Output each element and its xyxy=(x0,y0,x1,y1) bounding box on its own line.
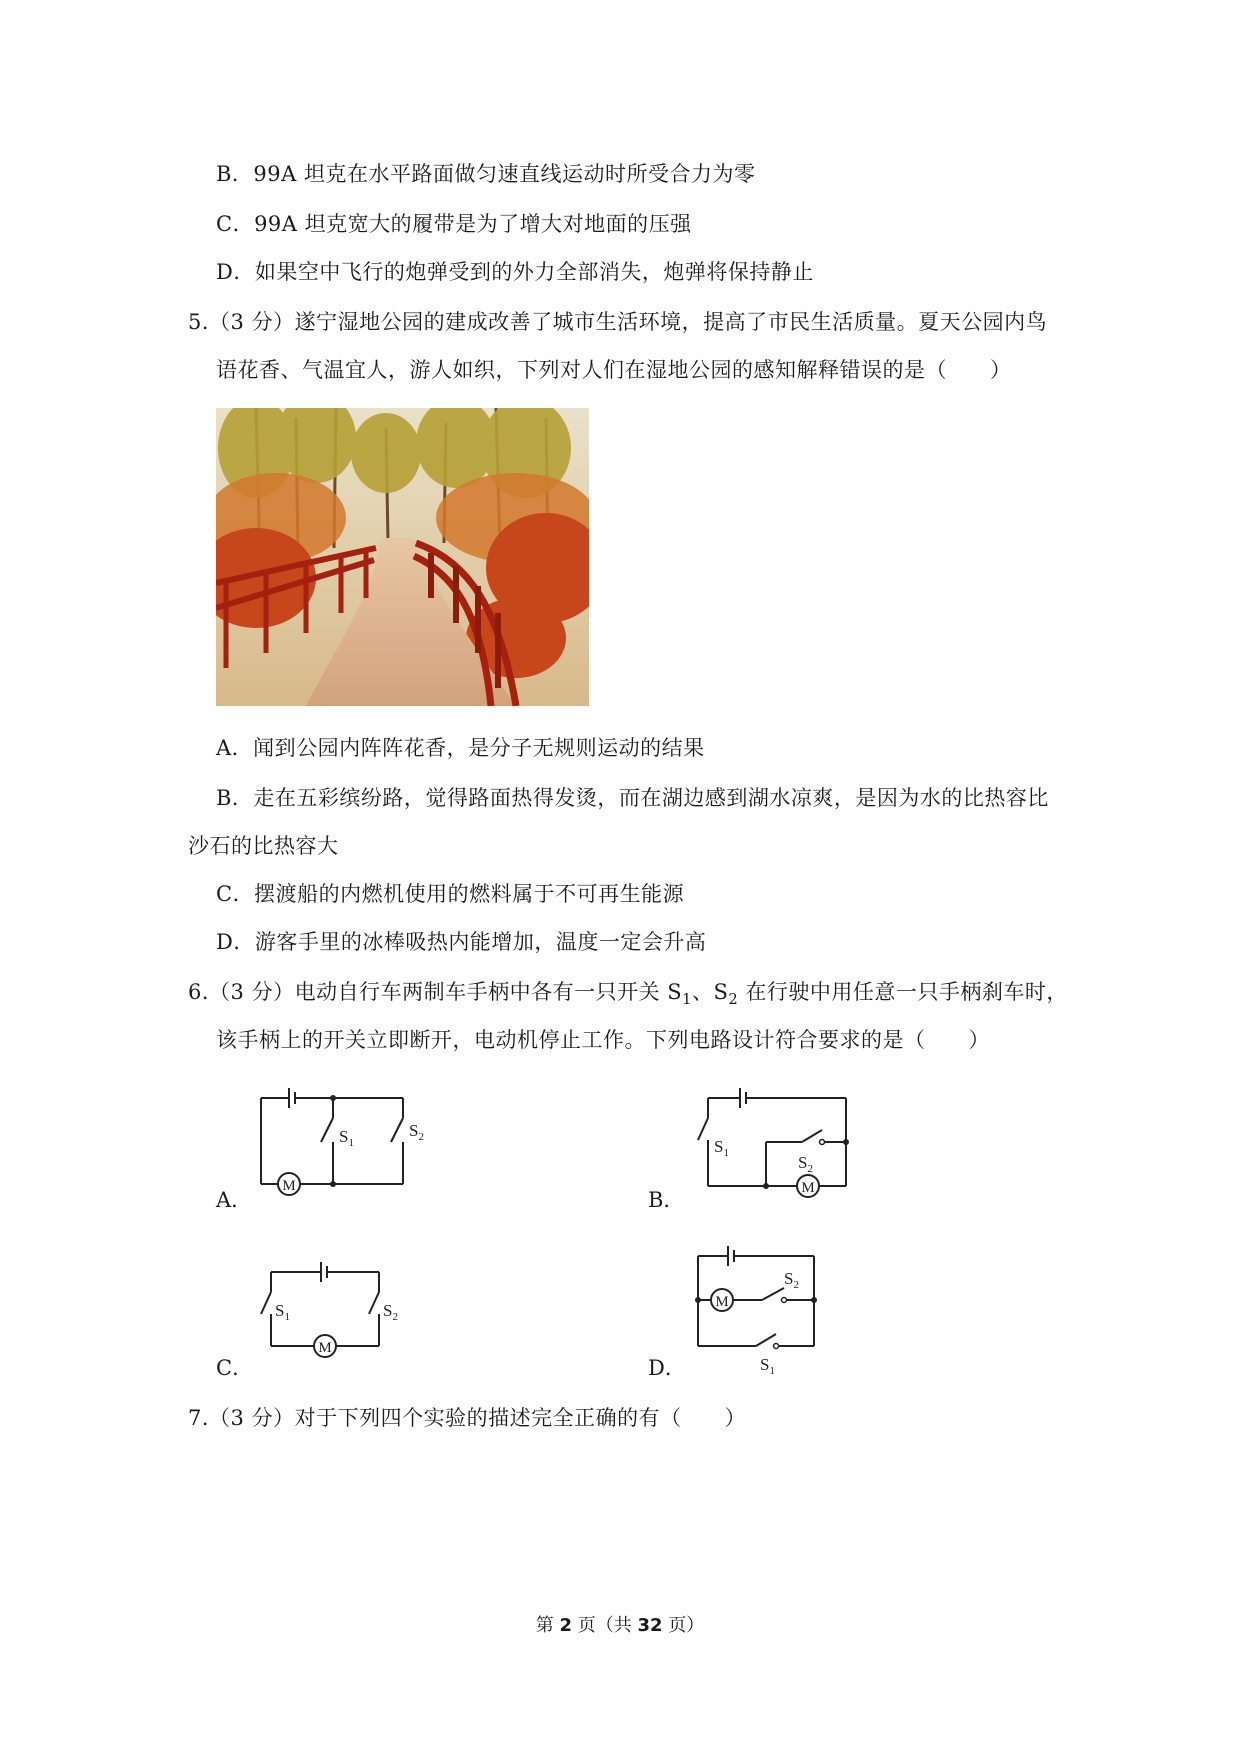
svg-text:S1: $S_1$ xyxy=(760,1355,775,1377)
q5-option-d: D．游客手里的冰棒吸热内能增加，温度一定会升高 xyxy=(216,930,707,954)
circuit-diagram-a xyxy=(255,1078,435,1208)
circuit-diagram-c xyxy=(255,1256,415,1366)
q5-option-b-line2: 沙石的比热容大 xyxy=(188,834,339,858)
svg-text:S2: $S_2$ xyxy=(784,1269,799,1291)
circuit-diagram-d xyxy=(690,1240,820,1380)
q4-option-b: B．99A 坦克在水平路面做匀速直线运动时所受合力为零 xyxy=(216,162,756,186)
q6-option-d-label: D． xyxy=(648,1356,686,1380)
motor-symbol xyxy=(278,1173,300,1195)
q5-stem-line2: 语花香、气温宜人，游人如织，下列对人们在湿地公园的感知解释错误的是（ ） xyxy=(216,358,1012,382)
q6-option-c-label: C． xyxy=(216,1356,254,1380)
q4-option-c: C．99A 坦克宽大的履带是为了增大对地面的压强 xyxy=(216,212,692,236)
svg-text:S1: $S_1$ xyxy=(339,1127,354,1149)
page-footer: 第 2 页（共 32 页） xyxy=(535,1615,705,1636)
q7-stem: 7.（3 分）对于下列四个实验的描述完全正确的有（ ） xyxy=(188,1406,747,1430)
svg-text:M: M xyxy=(801,1180,815,1196)
q6-option-b-label: B． xyxy=(648,1188,685,1212)
q6-option-a-label: A． xyxy=(216,1188,253,1212)
svg-text:M: M xyxy=(282,1178,296,1194)
motor-symbol xyxy=(797,1175,819,1197)
svg-text:M: M xyxy=(715,1294,729,1310)
svg-text:M: M xyxy=(318,1340,332,1356)
q5-option-b-line1: B．走在五彩缤纷路，觉得路面热得发烫，而在湖边感到湖水凉爽，是因为水的比热容比 xyxy=(216,786,1049,810)
q5-option-a: A．闻到公园内阵阵花香，是分子无规则运动的结果 xyxy=(216,736,705,760)
q5-stem-line1: 5.（3 分）遂宁湿地公园的建成改善了城市生活环境，提高了市民生活质量。夏天公园内鸟 xyxy=(188,310,1048,334)
circuit-diagram-b xyxy=(690,1080,860,1210)
wetland-park-photo xyxy=(216,408,589,706)
motor-symbol xyxy=(711,1289,733,1311)
svg-text:S1: $S_1$ xyxy=(714,1137,729,1159)
svg-text:S2: $S_2$ xyxy=(409,1121,424,1143)
svg-text:S2: $S_2$ xyxy=(798,1153,813,1175)
motor-symbol xyxy=(314,1335,336,1357)
svg-text:S1: $S_1$ xyxy=(275,1301,290,1323)
q6-stem-line1: 6.（3 分）电动自行车两制车手柄中各有一只开关 $S_1$、$S_2$ 在行驶中用任意一只手柄刹车时， xyxy=(188,980,1068,1009)
svg-text:S2: $S_2$ xyxy=(383,1301,398,1323)
q4-option-d: D．如果空中飞行的炮弹受到的外力全部消失，炮弹将保持静止 xyxy=(216,260,814,284)
q5-option-c: C．摆渡船的内燃机使用的燃料属于不可再生能源 xyxy=(216,882,685,906)
q6-stem-line2: 该手柄上的开关立即断开，电动机停止工作。下列电路设计符合要求的是（ ） xyxy=(216,1028,990,1052)
